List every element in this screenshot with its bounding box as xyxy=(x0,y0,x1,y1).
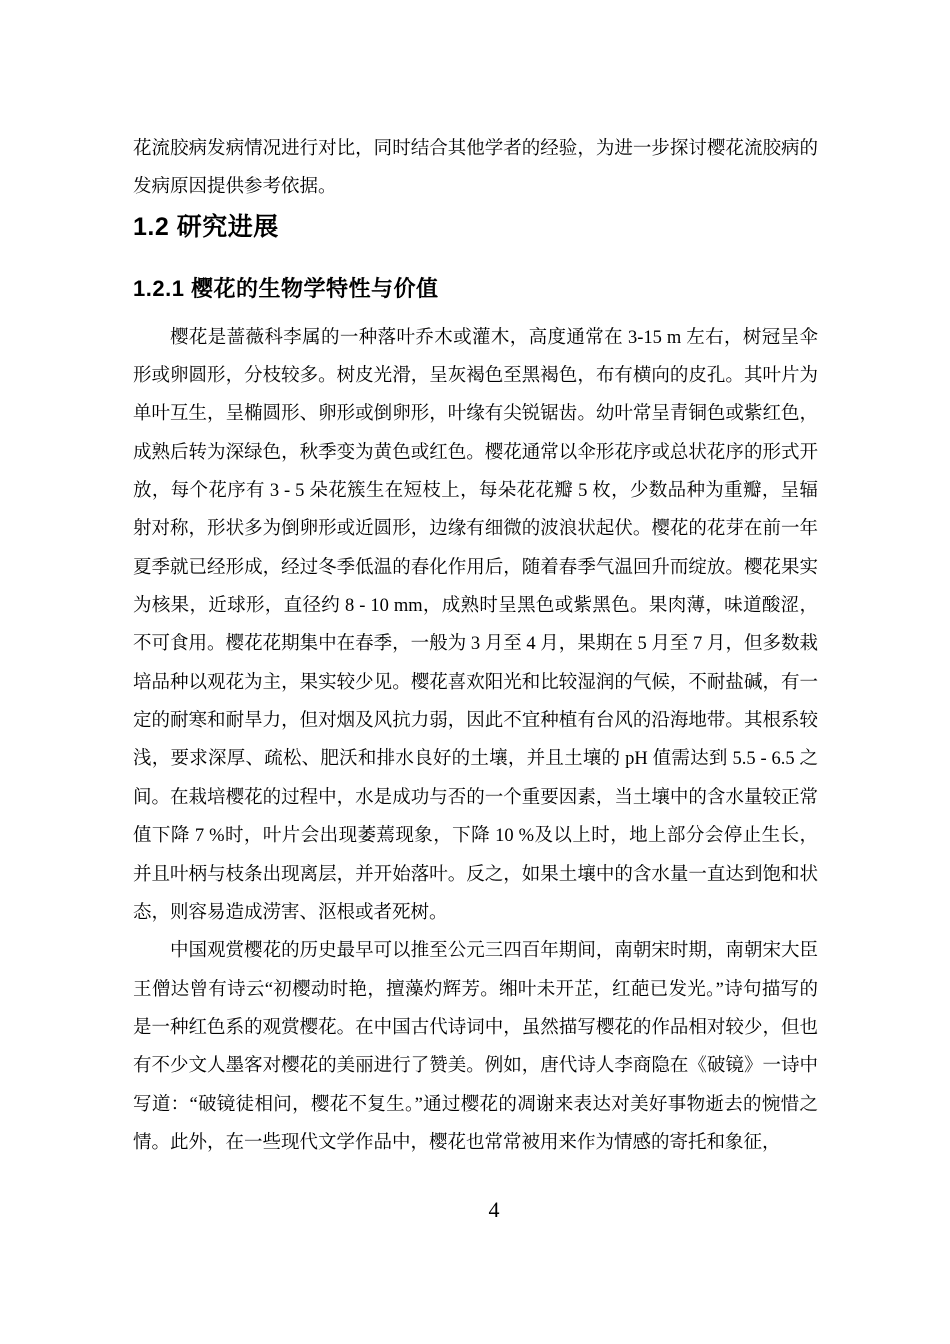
page-number: 4 xyxy=(488,1197,500,1222)
page-content xyxy=(133,0,818,1162)
body-paragraph-biology: 樱花是蔷薇科李属的一种落叶乔木或灌木，高度通常在 3-15 m 左右，树冠呈伞形或卵圆形，分枝较多。树皮光滑，呈灰褐色至黑褐色，布有横向的皮孔。其叶片为单叶互生，呈椭圆形、卵形或倒卵形，叶缘有尖锐锯齿。幼叶常呈青铜色或紫红色，成熟后转为深绿色，秋季变为黄色或红色。樱花通常以伞形花序或总状花序的形式开放，每个花序有 3 - 5 朵花簇生在短枝上，每朵花花瓣 5 枚，少数品种为重瓣，呈辐射对称，形状多为倒卵形或近圆形，边缘有细微的波浪状起伏。樱花的花芽在前一年夏季就已经形成，经过冬季低温的春化作用后，随着春季气温回升而绽放。樱花果实为核果，近球形，直径约 8 - 10 mm，成熟时呈黑色或紫黑色。果肉薄，味道酸涩，不可食用。樱花花期集中在春季，一般为 3 月至 4 月，果期在 5 月至 7 月，但多数栽培品种以观花为主，果实较少见。樱花喜欢阳光和比较湿润的气候，不耐盐碱，有一定的耐寒和耐旱力，但对烟及风抗力弱，因此不宜种植有台风的沿海地带。其根系较浅，要求深厚、疏松、肥沃和排水良好的土壤，并且土壤的 pH 值需达到 5.5 - 6.5 之间。在栽培樱花的过程中，水是成功与否的一个重要因素，当土壤中的含水量较正常值下降 7 %时，叶片会出现萎蔫现象，下降 10 %及以上时，地上部分会停止生长，并且叶柄与枝条出现离层，并开始落叶。反之，如果土壤中的含水量一直达到饱和状态，则容易造成涝害、沤根或者死树。 xyxy=(133,327,818,923)
body-paragraph-history: 中国观赏樱花的历史最早可以推至公元三四百年期间，南朝宋时期，南朝宋大臣王僧达曾有诗云“初樱动时艳，擅藻灼辉芳。缃叶未开芷，红葩已发光。”诗句描写的是一种红色系的观赏樱花。在中国古代诗词中，虽然描写樱花的作品相对较少，但也有不少文人墨客对樱花的美丽进行了赞美。例如，唐代诗人李商隐在《破镜》一诗中写道：“破镜徒相问，樱花不复生。”通过樱花的凋谢来表达对美好事物逝去的惋惜之情。此外，在一些现代文学作品中，樱花也常常被用来作为情感的寄托和象征， xyxy=(133,941,818,1153)
subsection-heading: 1.2.1 樱花的生物学特性与价值 xyxy=(133,275,439,301)
section-heading: 1.2 研究进展 xyxy=(133,212,279,241)
continuation-paragraph: 花流胶病发病情况进行对比，同时结合其他学者的经验，为进一步探讨樱花流胶病的发病原因提供参考依据。 xyxy=(133,139,818,198)
